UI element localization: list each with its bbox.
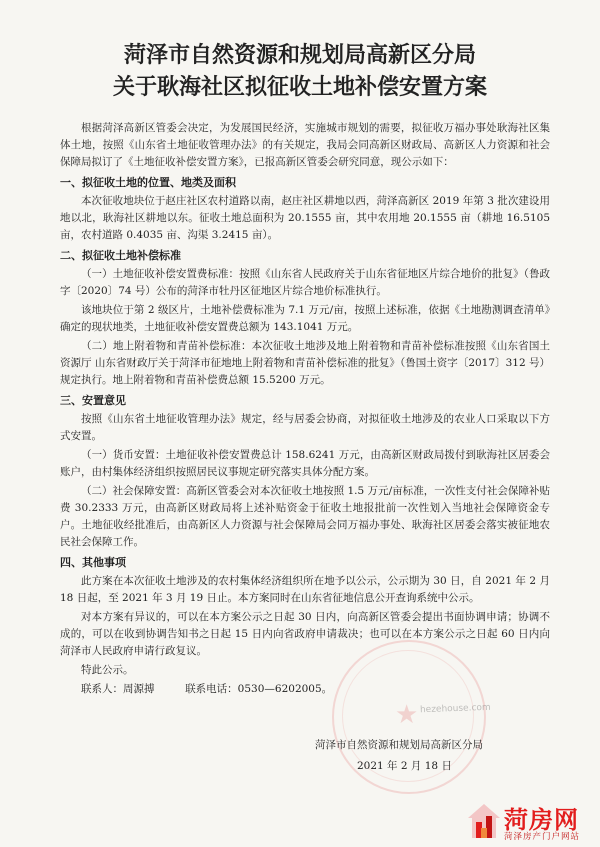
signature-org: 菏泽市自然资源和规划局高新区分局 [315,739,483,751]
section-3-item-1: （一）货币安置：土地征收补偿安置费总计 158.6241 万元，由高新区财政局拨付到耿海社区居委会账户，由村集体经济组织按照居民议事规定研究落实具体分配方案。 [60,449,550,478]
intro-paragraph: 根据菏泽高新区管委会决定，为发展国民经济，实施城市规划的需要，拟征收万福办事处耿海社区集体土地，按照《山东省土地征收管理办法》的有关规定，我局会同高新区财政局、高新区人力资源和社会保障局拟订了《土地征收补偿安置方案》，已报高新区管委会研究同意，现公示如下： [60,122,550,168]
site-logo[interactable] [464,800,596,844]
section-3-item-2: （二）社会保障安置：高新区管委会对本次征收土地按照 1.5 万元/亩标准，一次性支付社会保障补贴费 30.2333 万元，由高新区财政局将上述补贴资金于征收土地报批前一次性划入当地社会保障资金专户。土地征收经批准后，由高新区人力资源与社会保障局会同万福办事处、耿海社区居委会落实被征地农民社会保障工作。 [60,485,550,548]
watermark-url: hezehouse.com [419,702,491,716]
section-1-text: 本次征收地块位于赵庄社区农村道路以南，赵庄社区耕地以西，菏泽高新区 2019 年第 3 批次建设用地以北，耿海社区耕地以东。征收土地总面积为 20.1555 亩，其中农用地 20.1555 亩（耕地 16.5105 亩，农村道路 0.4035 亩、沟渠 3.2415 亩）。 [60,195,550,241]
logo-name: 菏房网 [504,806,579,834]
logo-tagline: 菏泽房产门户网站 [504,832,581,842]
contact-phone: 联系电话：0530—6202005。 [185,683,333,695]
stamp-star-icon: ★ [395,700,419,730]
house-logo-icon [466,802,502,842]
section-4-heading: 四、其他事项 [60,556,126,569]
contact-person: 联系人：周源搏 [81,683,155,695]
section-3-heading: 三、安置意见 [60,394,126,407]
section-4-text-1: 此方案在本次征收土地涉及的农村集体经济组织所在地予以公示，公示期为 30 日，自 2021 年 2 月 18 日起，至 2021 年 3 月 19 日止。本方案同时在山东省征地信息公开查询系统中公示。 [60,575,550,604]
section-2-item-1-detail: 该地块位于第 2 级区片，土地补偿费标准为 7.1 万元/亩，按照上述标准，依据《土地勘测调查清单》确定的现状地类，土地征收补偿安置费总额为 143.1041 万元。 [60,304,550,333]
section-1-heading: 一、拟征收土地的位置、地类及面积 [60,176,236,189]
section-3-text: 按照《山东省土地征收管理办法》规定，经与居委会协商，对拟征收土地涉及的农业人口采取以下方式安置。 [60,413,550,442]
section-2-item-2: （二）地上附着物和青苗补偿标准：本次征收土地涉及地上附着物和青苗补偿标准按照《山东省国土资源厅 山东省财政厅关于菏泽市征地地上附着物和青苗补偿标准的批复》（鲁国土资字〔2017〕312 号）规定执行。地上附着物和青苗补偿费总额 15.5200 万元。 [60,340,550,386]
section-4-text-2: 对本方案有异议的，可以在本方案公示之日起 30 日内，向高新区管委会提出书面协调申请；协调不成的，可以在收到协调告知书之日起 15 日内向省政府申请裁决；也可以在本方案公示之日起 60 日内向菏泽市人民政府申请行政复议。 [60,611,550,657]
section-4-closing: 特此公示。 [81,664,134,676]
document-title-line2: 关于耿海社区拟征收土地补偿安置方案 [112,75,487,100]
document-body [60,120,550,698]
section-2-item-1: （一）土地征收补偿安置费标准：按照《山东省人民政府关于山东省征地区片综合地价的批复》（鲁政字〔2020〕74 号）公布的菏泽市牡丹区征地区片综合地价标准执行。 [60,268,550,297]
section-2-heading: 二、拟征收土地补偿标准 [60,249,181,262]
document-title-line1: 菏泽市自然资源和规划局高新区分局 [123,43,476,68]
signature-date: 2021 年 2 月 18 日 [357,760,452,772]
